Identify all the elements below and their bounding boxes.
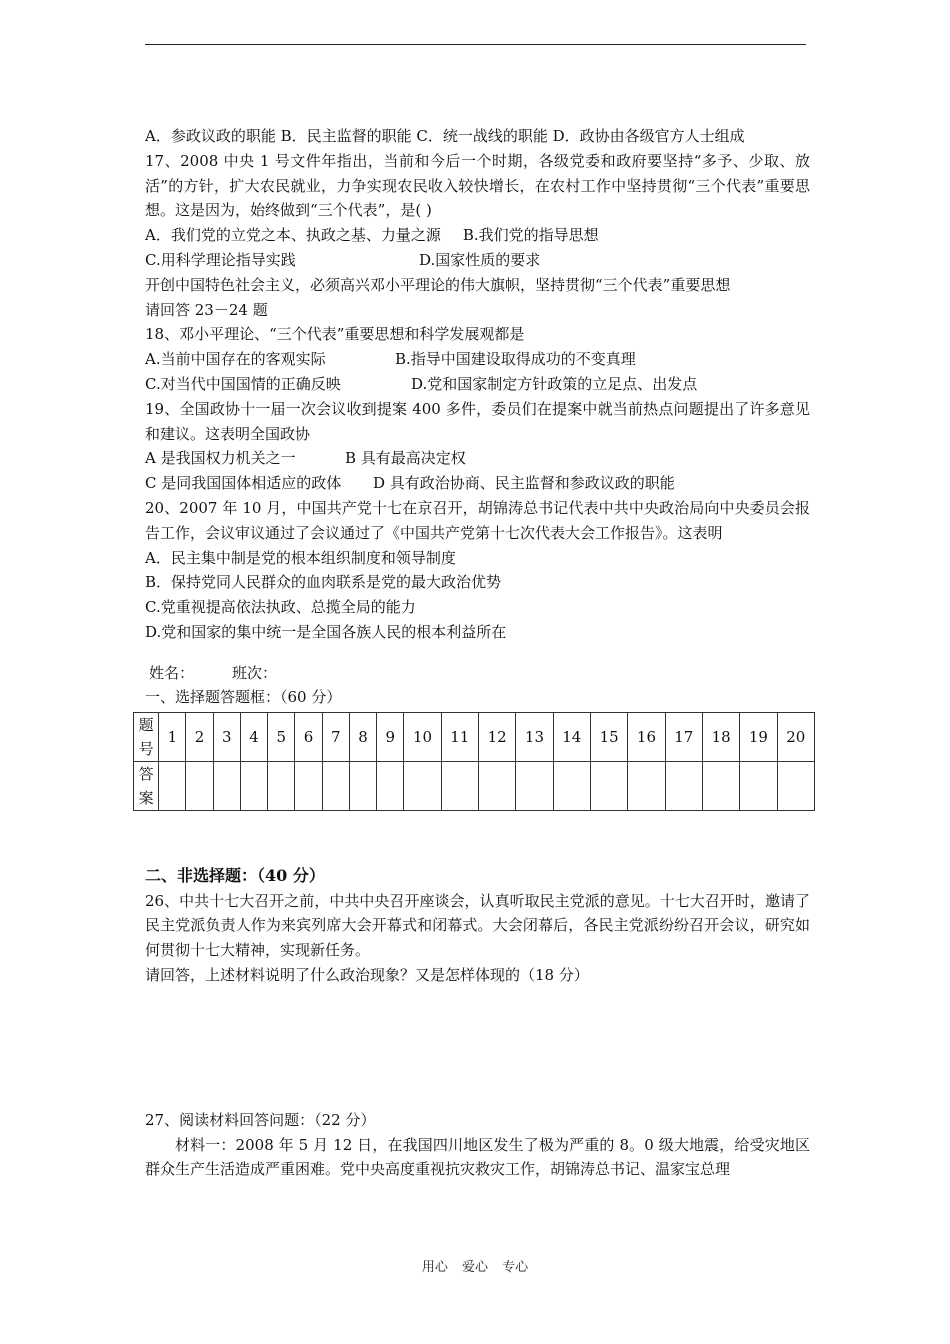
question-number-cell: 7 xyxy=(322,712,349,761)
q19-option-d: D 具有政治协商、民主监督和参政议政的职能 xyxy=(373,474,675,493)
q26-question: 请回答，上述材料说明了什么政治现象？又是怎样体现的（18 分） xyxy=(145,965,589,984)
q18-options-row1 xyxy=(145,347,810,372)
class-label: 班次： xyxy=(232,663,278,682)
q19-option-c: C 是同我国国体相适应的政体 xyxy=(145,474,342,493)
question-number-cell: 13 xyxy=(516,712,553,761)
q17-option-b: B.我们党的指导思想 xyxy=(462,226,599,245)
name-label: 姓名： xyxy=(149,663,195,682)
q17-option-d: D.国家性质的要求 xyxy=(419,250,541,269)
q18-options-row2 xyxy=(145,372,810,397)
q18-option-d: D.党和国家制定方针政策的立足点、出发点 xyxy=(411,374,698,393)
answer-cell[interactable] xyxy=(441,761,478,810)
answer-cell[interactable] xyxy=(322,761,349,810)
q20-option-d: D.党和国家的集中统一是全国各族人民的根本利益所在 xyxy=(145,622,507,641)
q20-option-b: B．保持党同人民群众的血肉联系是党的最大政治优势 xyxy=(145,573,502,592)
answer-cell[interactable] xyxy=(740,761,777,810)
q19-options-row2 xyxy=(145,471,810,496)
question-number-cell: 1 xyxy=(159,712,186,761)
q18-option-c: C.对当代中国国情的正确反映 xyxy=(145,374,341,393)
question-number-cell: 18 xyxy=(702,712,739,761)
answer-cell[interactable] xyxy=(186,761,213,810)
q19-text: 19、全国政协十一届一次会议收到提案 400 多件，委员们在提案中就当前热点问题提出了许多意见和建议。这表明全国政协 xyxy=(145,399,810,443)
q18-option-b: B.指导中国建设取得成功的不变真理 xyxy=(395,350,636,369)
answer-cell[interactable] xyxy=(295,761,322,810)
answer-cell[interactable] xyxy=(590,761,627,810)
question-number-cell: 17 xyxy=(665,712,702,761)
number-row-header: 题号 xyxy=(134,712,159,761)
answer-cell[interactable] xyxy=(268,761,295,810)
q26-text: 26、中共十七大召开之前，中共中央召开座谈会，认真听取民主党派的意见。十七大召开时，邀请了民主党派负责人作为来宾列席大会开幕式和闭幕式。大会闭幕后，各民主党派纷纷召开会议，研究如何贯彻十七大精神，实现新任务。 xyxy=(145,891,810,960)
answer-space xyxy=(145,988,810,1088)
page-footer: 用心 爱心 专心 xyxy=(421,1260,529,1275)
q18-option-a: A.当前中国存在的客观实际 xyxy=(145,350,326,369)
q19-option-a: A 是我国权力机关之一 xyxy=(145,449,296,468)
q27-material: 材料一：2008 年 5 月 12 日，在我国四川地区发生了极为严重的 8。0 级大地震，给受灾地区群众生产生活造成严重困难。党中央高度重视抗灾救灾工作，胡锦涛总书记、温家宝总理 xyxy=(145,1135,810,1179)
question-number-cell: 8 xyxy=(349,712,376,761)
q19-option-b: B 具有最高决定权 xyxy=(345,449,466,468)
answer-cell[interactable] xyxy=(240,761,267,810)
q17-option-a: A．我们党的立党之本、执政之基、力量之源 xyxy=(145,226,441,245)
question-number-cell: 5 xyxy=(268,712,295,761)
answer-cell[interactable] xyxy=(349,761,376,810)
q27-title: 27、阅读材料回答问题：（22 分） xyxy=(145,1110,376,1129)
question-number-cell: 11 xyxy=(441,712,478,761)
question-number-cell: 12 xyxy=(478,712,515,761)
intro-23-24-line1: 开创中国特色社会主义，必须高兴邓小平理论的伟大旗帜，坚持贯彻“三个代表”重要思想 xyxy=(145,275,731,294)
answer-cell[interactable] xyxy=(628,761,665,810)
q17-text: 17、2008 中央 1 号文件年指出，当前和今后一个时期，各级党委和政府要坚持“多予、少取、放活”的方针，扩大农民就业，力争实现农民收入较快增长，在农村工作中坚持贯彻“三个代表”重要思想。这是因为，始终做到“三个代表”，是( ) xyxy=(145,151,810,220)
question-number-cell: 2 xyxy=(186,712,213,761)
answer-cell[interactable] xyxy=(213,761,240,810)
question-number-cell: 9 xyxy=(377,712,404,761)
answer-cell[interactable] xyxy=(159,761,186,810)
answer-cell[interactable] xyxy=(665,761,702,810)
answer-cell[interactable] xyxy=(404,761,441,810)
q19-options-row1 xyxy=(145,446,810,471)
q20-text: 20、2007 年 10 月，中国共产党十七在京召开，胡锦涛总书记代表中共中央政治局向中央委员会报告工作，会议审议通过了会议通过了《中国共产党第十七次代表大会工作报告》。这表明 xyxy=(145,498,810,542)
answer-sheet-title: 一、选择题答题框：（60 分） xyxy=(145,687,342,706)
section2-title: 二、非选择题：（40 分） xyxy=(145,865,325,885)
question-number-cell: 19 xyxy=(740,712,777,761)
question-number-cell: 20 xyxy=(777,712,814,761)
answer-table-number-row xyxy=(134,712,815,761)
answer-cell[interactable] xyxy=(702,761,739,810)
question-number-cell: 15 xyxy=(590,712,627,761)
q20-option-a: A．民主集中制是党的根本组织制度和领导制度 xyxy=(145,548,456,567)
answer-row-header: 答案 xyxy=(134,761,159,810)
q17-option-c: C.用科学理论指导实践 xyxy=(145,250,296,269)
page-content xyxy=(138,124,810,1182)
question-number-cell: 16 xyxy=(628,712,665,761)
answer-cell[interactable] xyxy=(777,761,814,810)
answer-table-answer-row xyxy=(134,761,815,810)
question-number-cell: 14 xyxy=(553,712,590,761)
answer-cell[interactable] xyxy=(553,761,590,810)
question-number-cell: 6 xyxy=(295,712,322,761)
name-class-line xyxy=(145,661,810,685)
question-number-cell: 10 xyxy=(404,712,441,761)
question-number-cell: 3 xyxy=(213,712,240,761)
answer-cell[interactable] xyxy=(478,761,515,810)
answer-cell[interactable] xyxy=(377,761,404,810)
q17-options-row1 xyxy=(145,223,810,248)
answer-table xyxy=(133,712,815,811)
q18-text: 18、邓小平理论、“三个代表”重要思想和科学发展观都是 xyxy=(145,325,525,344)
intro-23-24-line2: 请回答 23－24 题 xyxy=(145,300,268,319)
answer-cell[interactable] xyxy=(516,761,553,810)
q16-options: A．参政议政的职能 B．民主监督的职能 C．统一战线的职能 D．政协由各级官方人士组成 xyxy=(145,127,745,145)
q20-option-c: C.党重视提高依法执政、总揽全局的能力 xyxy=(145,598,416,617)
q17-options-row2 xyxy=(145,248,810,273)
question-number-cell: 4 xyxy=(240,712,267,761)
header-rule xyxy=(145,44,806,45)
